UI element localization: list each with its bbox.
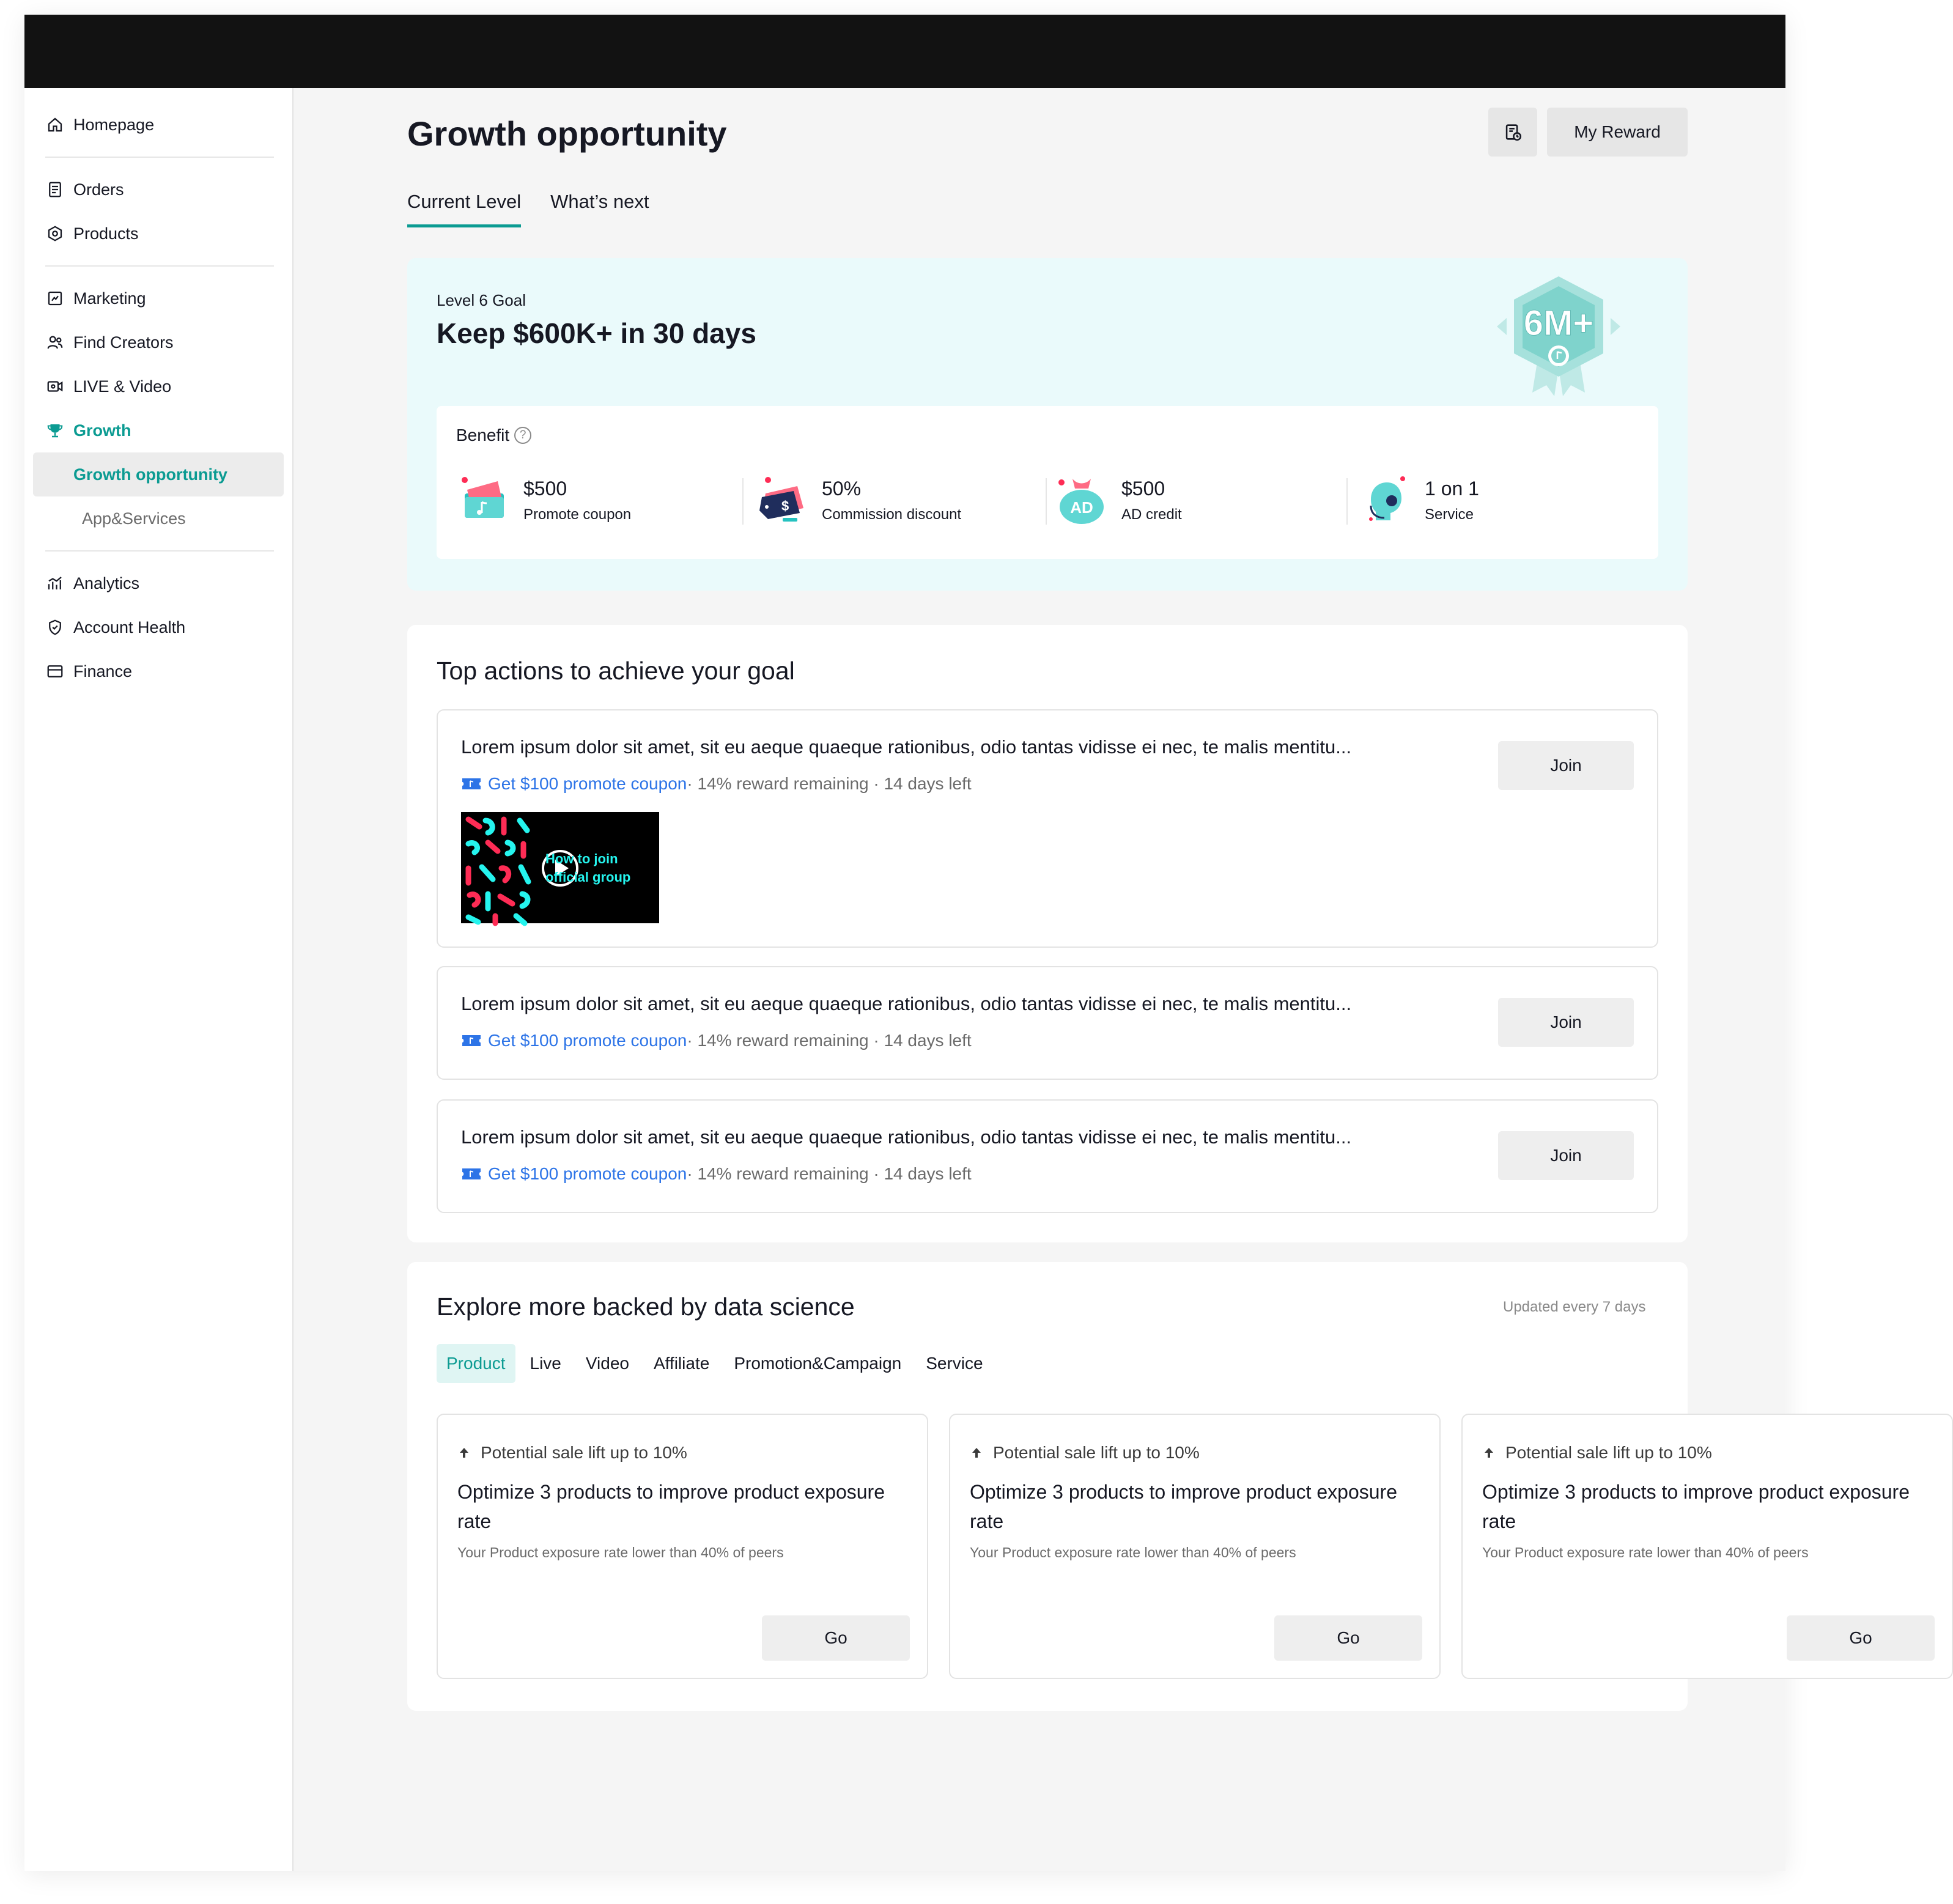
action-meta [461, 1164, 972, 1184]
video-pattern-graphic [461, 812, 659, 923]
go-button[interactable]: Go [762, 1615, 910, 1661]
promote-coupon-link[interactable]: Get $100 promote coupon [488, 1164, 687, 1183]
chip-live[interactable]: Live [530, 1354, 561, 1373]
sidebar-item-finance[interactable] [24, 649, 292, 693]
recommendation-desc: Your Product exposure rate lower than 40% of peers [970, 1544, 1296, 1560]
sidebar-item-label: LIVE & Video [73, 377, 172, 396]
benefit-value: 1 on 1 [1425, 477, 1479, 500]
benefit-value: $500 [1121, 477, 1165, 500]
explore-title: Explore more backed by data science [437, 1293, 855, 1321]
video-thumbnail[interactable] [461, 812, 659, 923]
video-caption-line1: How to join [545, 851, 618, 866]
page-title: Growth opportunity [407, 114, 727, 153]
trophy-icon [45, 421, 65, 440]
video-caption-line2: official group [545, 869, 631, 885]
chip-product[interactable]: Product [437, 1344, 515, 1383]
ad-bag-icon [1054, 473, 1109, 528]
price-tag-icon [755, 473, 810, 528]
sidebar-item-label: Account Health [73, 618, 186, 637]
benefit-label [456, 426, 531, 445]
benefit-desc: Service [1425, 506, 1474, 523]
sale-lift [1482, 1443, 1712, 1463]
benefit-desc: Promote coupon [523, 506, 632, 523]
recommendation-card [949, 1414, 1441, 1679]
recommendation-title: Optimize 3 products to improve product exposure rate [1482, 1481, 1910, 1532]
coupon-icon [461, 776, 482, 792]
analytics-icon [45, 574, 65, 593]
benefit-desc: Commission discount [822, 506, 962, 523]
action-meta [461, 774, 972, 794]
updated-note: Updated every 7 days [1503, 1299, 1646, 1315]
marketing-icon [45, 289, 65, 308]
sidebar-item-growth[interactable] [24, 408, 292, 452]
top-actions-title: Top actions to achieve your goal [437, 657, 795, 685]
sidebar-divider [45, 157, 274, 158]
my-reward-button[interactable]: My Reward [1547, 108, 1688, 157]
sidebar-item-marketing[interactable] [24, 276, 292, 320]
join-button[interactable]: Join [1498, 998, 1634, 1047]
sale-lift-text: Potential sale lift up to 10% [993, 1443, 1200, 1462]
clipboard-clock-icon [1502, 122, 1523, 142]
coupon-icon [461, 1166, 482, 1182]
goal-subtitle: Level 6 Goal [437, 291, 526, 309]
sale-lift [457, 1443, 687, 1463]
arrow-up-icon [970, 1446, 983, 1459]
sale-lift-text: Potential sale lift up to 10% [1505, 1443, 1712, 1462]
sidebar-item-label: Analytics [73, 574, 140, 592]
top-bar [24, 15, 1785, 88]
sidebar-item-app-services[interactable]: App&Services [82, 509, 186, 528]
recommendation-title: Optimize 3 products to improve product exposure rate [457, 1481, 885, 1532]
level-tabs [407, 191, 678, 230]
action-meta [461, 1031, 972, 1050]
help-icon[interactable]: ? [514, 427, 531, 444]
chip-service[interactable]: Service [926, 1354, 983, 1373]
sidebar-item-products[interactable] [24, 212, 292, 256]
action-item [437, 1099, 1658, 1213]
sidebar-item-label: Homepage [73, 115, 155, 134]
sale-lift-text: Potential sale lift up to 10% [481, 1443, 687, 1462]
sidebar-item-label: Growth [73, 421, 131, 440]
reward-meta: · 14% reward remaining · 14 days left [687, 1031, 972, 1050]
action-item [437, 966, 1658, 1080]
orders-icon [45, 180, 65, 199]
finance-icon [45, 662, 65, 681]
category-chips [437, 1344, 1008, 1383]
promote-coupon-link[interactable]: Get $100 promote coupon [488, 774, 687, 793]
action-text: Lorem ipsum dolor sit amet, sit eu aeque quaeque rationibus, odio tantas vidisse ei nec, te malis mentitu... [461, 993, 1352, 1014]
join-button[interactable]: Join [1498, 741, 1634, 790]
sidebar-item-account-health[interactable] [24, 605, 292, 649]
go-button[interactable]: Go [1787, 1615, 1935, 1661]
arrow-up-icon [1482, 1446, 1496, 1459]
goal-title: Keep $600K+ in 30 days [437, 317, 756, 349]
recommendation-desc: Your Product exposure rate lower than 40% of peers [457, 1544, 784, 1560]
recommendation-title: Optimize 3 products to improve product exposure rate [970, 1481, 1397, 1532]
app-window [24, 15, 1910, 1871]
recommendation-desc: Your Product exposure rate lower than 40% of peers [1482, 1544, 1809, 1560]
top-actions-card [407, 625, 1688, 1242]
benefit-panel [437, 406, 1658, 559]
sidebar-divider [45, 550, 274, 552]
sidebar-item-homepage[interactable] [24, 103, 292, 147]
action-text: Lorem ipsum dolor sit amet, sit eu aeque quaeque rationibus, odio tantas vidisse ei nec, te malis mentitu... [461, 1126, 1352, 1148]
recommendation-card [1461, 1414, 1953, 1679]
chip-promotion-campaign[interactable]: Promotion&Campaign [734, 1354, 902, 1373]
level-goal-card [407, 258, 1688, 591]
chip-video[interactable]: Video [585, 1354, 629, 1373]
sidebar-item-label: Find Creators [73, 333, 174, 352]
level-badge-icon [1494, 270, 1623, 399]
sidebar-divider [45, 265, 274, 267]
chip-affiliate[interactable]: Affiliate [653, 1354, 710, 1373]
sidebar-item-label: Marketing [73, 289, 146, 308]
sale-lift [970, 1443, 1200, 1463]
sidebar-item-label: Finance [73, 662, 133, 681]
badge-text: 6M+ [1523, 303, 1594, 343]
arrow-up-icon [457, 1446, 471, 1459]
svg-text:$: $ [781, 498, 789, 514]
tab-current-level[interactable]: Current Level [407, 191, 521, 227]
benefit-desc: AD credit [1121, 506, 1182, 523]
promote-coupon-link[interactable]: Get $100 promote coupon [488, 1031, 687, 1050]
sidebar-item-label: Products [73, 224, 139, 243]
sidebar [24, 88, 294, 1871]
benefit-promote-coupon [456, 470, 757, 531]
recommendation-card [437, 1414, 928, 1679]
benefit-one-on-one-service [1357, 470, 1658, 531]
coupon-icon [461, 1033, 482, 1049]
join-button[interactable]: Join [1498, 1131, 1634, 1180]
recommendation-carousel [437, 1414, 1910, 1680]
action-item [437, 709, 1658, 948]
creators-icon [45, 333, 65, 352]
benefit-ad-credit [1054, 470, 1355, 531]
home-icon [45, 115, 65, 135]
explore-card [407, 1262, 1910, 1711]
sidebar-item-find-creators[interactable] [24, 320, 292, 364]
sidebar-item-orders[interactable] [24, 168, 292, 212]
headset-agent-icon [1357, 473, 1412, 528]
main-content [294, 88, 1910, 1871]
sidebar-item-analytics[interactable] [24, 561, 292, 605]
go-button[interactable]: Go [1274, 1615, 1422, 1661]
history-button[interactable] [1488, 108, 1537, 157]
products-icon [45, 224, 65, 243]
benefit-value: $500 [523, 477, 567, 500]
coupon-icon [456, 473, 511, 528]
sidebar-item-live-video[interactable] [24, 364, 292, 408]
shield-icon [45, 618, 65, 637]
live-video-icon [45, 377, 65, 396]
sidebar-item-label: Orders [73, 180, 124, 199]
sidebar-item-growth-opportunity[interactable]: Growth opportunity [33, 452, 284, 496]
reward-meta: · 14% reward remaining · 14 days left [687, 1164, 972, 1183]
benefit-divider [1346, 478, 1348, 525]
ad-icon-text: AD [1070, 498, 1093, 517]
tab-whats-next[interactable]: What’s next [550, 191, 649, 212]
benefit-commission-discount [755, 470, 1055, 531]
reward-meta: · 14% reward remaining · 14 days left [687, 774, 972, 793]
action-text: Lorem ipsum dolor sit amet, sit eu aeque quaeque rationibus, odio tantas vidisse ei nec, te malis mentitu... [461, 736, 1352, 758]
benefit-value: 50% [822, 477, 862, 500]
benefit-divider [742, 478, 744, 525]
benefit-label-text: Benefit [456, 426, 510, 445]
benefit-divider [1046, 478, 1047, 525]
